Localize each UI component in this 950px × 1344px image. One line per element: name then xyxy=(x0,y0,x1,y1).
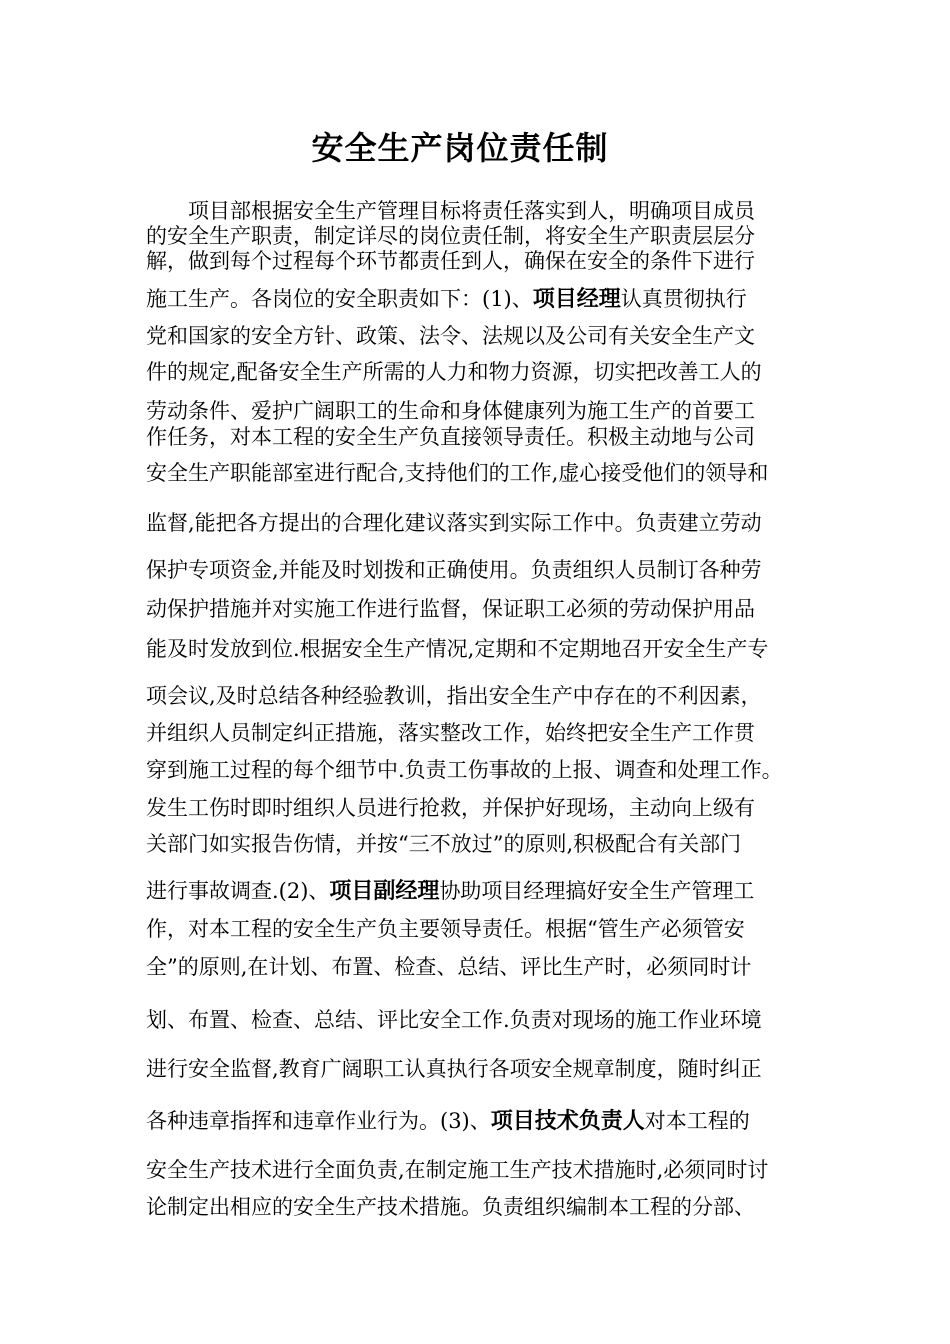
text-run: 劳动条件、爱护广阔职工的生命和身体健康列为施工生产的首要工 xyxy=(146,399,755,423)
text-run: 安全生产技术进行全面负责,在制定施工生产技术措施时,必须同时讨 xyxy=(146,1158,769,1182)
text-run: 全”的原则,在计划、布置、检查、总结、评比生产时，必须同时计 xyxy=(146,955,752,979)
text-run: 作任务，对本工程的安全生产负直接领导责任。积极主动地与公司 xyxy=(146,425,755,449)
text-line xyxy=(146,755,810,785)
text-run: 项目部根据安全生产管理目标将责任落实到人，明确项目成员 xyxy=(188,199,755,223)
text-line xyxy=(146,829,810,859)
text-run: 进行事故调查.(2)、 xyxy=(146,879,330,903)
text-run: 穿到施工过程的每个细节中.负责工伤事故的上报、调查和处理工作。 xyxy=(146,758,783,782)
text-line xyxy=(146,246,810,276)
text-line xyxy=(146,1192,810,1222)
text-line xyxy=(146,422,810,452)
text-run: 保护专项资金,并能及时划拨和正确使用。负责组织人员制订各种劳 xyxy=(146,558,762,582)
text-run: 施工生产。各岗位的安全职责如下：(1)、 xyxy=(146,287,533,311)
text-run: 件的规定,配备安全生产所需的人力和物力资源，切实把改善工人的 xyxy=(146,360,762,384)
text-line xyxy=(146,321,810,351)
text-run: 项会议,及时总结各种经验教训，指出安全生产中存在的不利因素， xyxy=(146,684,762,708)
text-line xyxy=(146,1054,810,1084)
text-line xyxy=(146,793,810,823)
text-run: 进行安全监督,教育广阔职工认真执行各项安全规章制度，随时纠正 xyxy=(146,1057,762,1081)
text-line xyxy=(146,357,810,387)
text-run: 协助项目经理搞好安全生产管理工 xyxy=(439,879,755,903)
text-line xyxy=(146,634,810,664)
text-run: 解，做到每个过程每个环节都责任到人，确保在安全的条件下进行 xyxy=(146,249,755,273)
text-run: 能及时发放到位.根据安全生产情况,定期和不定期地召开安全生产专 xyxy=(146,637,769,661)
text-run: 并组织人员制定纠正措施，落实整改工作，始终把安全生产工作贯 xyxy=(146,721,755,745)
text-run: 动保护措施并对实施工作进行监督，保证职工必须的劳动保护用品 xyxy=(146,597,755,621)
text-run: 党和国家的安全方针、政策、法令、法规以及公司有关安全生产文 xyxy=(146,324,755,348)
text-run: 发生工伤时即时组织人员进行抢救，并保护好现场，主动向上级有 xyxy=(146,796,755,820)
text-run: 监督,能把各方提出的合理化建议落实到实际工作中。负责建立劳动 xyxy=(146,511,762,535)
text-run: 安全生产职能部室进行配合,支持他们的工作,虚心接受他们的领导和 xyxy=(146,461,769,485)
text-line xyxy=(146,1155,810,1185)
text-line xyxy=(146,508,810,538)
text-run: 各种违章指挥和违章作业行为。(3)、 xyxy=(146,1109,491,1133)
role-heading: 项目经理 xyxy=(532,287,621,312)
role-heading: 项目技术负责人 xyxy=(490,1109,645,1134)
text-line xyxy=(146,718,810,748)
text-run: 认真贯彻执行 xyxy=(620,287,747,311)
text-line xyxy=(146,876,810,907)
text-run: 对本工程的 xyxy=(644,1109,750,1133)
text-line xyxy=(146,681,810,711)
text-line xyxy=(146,458,810,488)
text-run: 划、布置、检查、总结、评比安全工作.负责对现场的施工作业环境 xyxy=(146,1008,762,1032)
text-line xyxy=(146,914,810,944)
text-line xyxy=(146,594,810,624)
document-title: 安全生产岗位责任制 xyxy=(311,129,609,167)
text-line xyxy=(146,952,810,982)
text-run: 论制定出相应的安全生产技术措施。负责组织编制本工程的分部、 xyxy=(146,1195,755,1219)
text-run: 的安全生产职责，制定详尽的岗位责任制，将安全生产职责层层分 xyxy=(146,224,755,248)
text-line xyxy=(146,1005,810,1035)
text-run: 关部门如实报告伤情，并按“三不放过”的原则,积极配合有关部门 xyxy=(146,832,742,856)
text-line xyxy=(146,1106,810,1137)
text-run: 作，对本工程的安全生产负主要领导责任。根据“管生产必须管安 xyxy=(146,917,745,941)
role-heading: 项目副经理 xyxy=(329,879,440,904)
text-line xyxy=(146,284,810,315)
text-line xyxy=(146,555,810,585)
